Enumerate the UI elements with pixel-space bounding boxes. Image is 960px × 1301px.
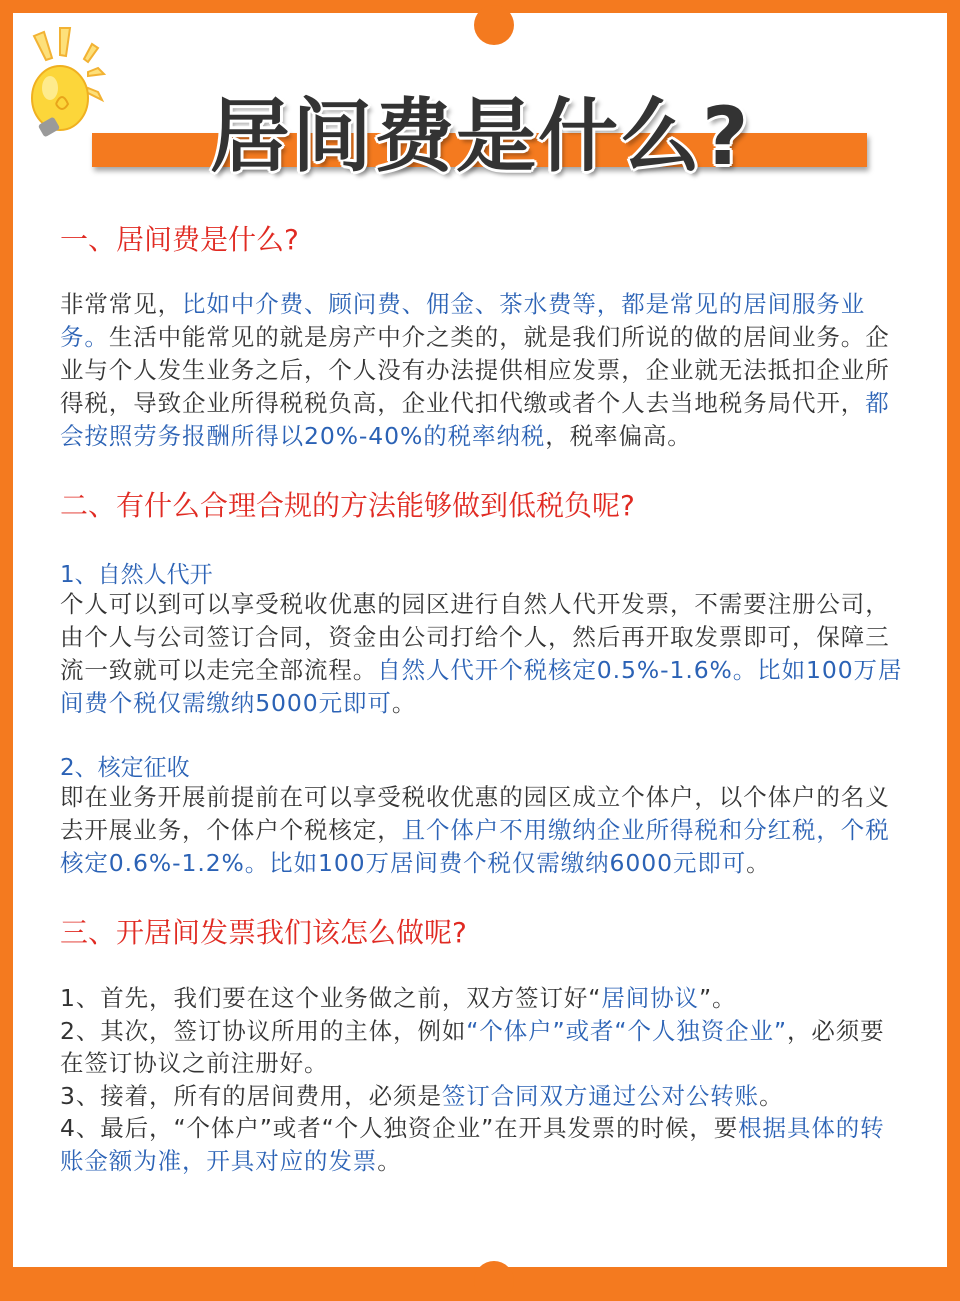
step-item-3 bbox=[60, 1080, 905, 1113]
highlighted-text: 签订合同双方通过公对公转账 bbox=[441, 1081, 760, 1110]
section-1-paragraph bbox=[60, 288, 905, 453]
steps-list bbox=[60, 982, 905, 1177]
body-text: 非常常见， bbox=[60, 290, 182, 318]
method-2-paragraph bbox=[60, 781, 905, 880]
highlighted-text: 根据具体的转账金额为准，开具对应的发票 bbox=[60, 1114, 885, 1175]
body-text: 。 bbox=[377, 1146, 402, 1175]
method-1-paragraph bbox=[60, 588, 905, 720]
highlighted-text: 居间协议 bbox=[601, 984, 699, 1012]
method-2-subheading: 2、核定征收 bbox=[60, 755, 190, 781]
highlighted-text: 比如中介费、顾问费、佣金、茶水费等，都是常见的居间服务业务。 bbox=[60, 290, 866, 351]
section-1-heading: 一、居间费是什么? bbox=[60, 223, 299, 256]
body-text: 。 bbox=[746, 849, 771, 877]
step-item-2 bbox=[60, 1015, 905, 1080]
section-2-heading: 二、有什么合理合规的方法能够做到低税负呢? bbox=[60, 489, 635, 522]
body-text: ”。 bbox=[698, 984, 737, 1012]
body-text: 即在业务开展前提前在可以享受税收优惠的园区成立个体户，以个体户的名义去开展业务，个体户个税核定， bbox=[60, 783, 890, 844]
body-text: 4、最后，“个体户”或者“个人独资企业”在开具发票的时候，要 bbox=[60, 1114, 739, 1142]
highlighted-text: 自然人代开个税核定0.5%-1.6%。比如100万居间费个税仅需缴纳5000元即可 bbox=[60, 656, 903, 717]
method-1-subheading: 1、自然人代开 bbox=[60, 562, 213, 588]
section-3-heading: 三、开居间发票我们该怎么做呢? bbox=[60, 916, 467, 949]
body-text: 生活中能常见的就是房产中介之类的，就是我们所说的做的居间业务。企业与个人发生业务之后，个人没有办法提供相应发票，企业就无法抵扣企业所得税，导致企业所得税税负高，企业代扣代缴或者个人去当地税务局代开， bbox=[60, 323, 890, 417]
body-text: 1、首先，我们要在这个业务做之前，双方签订好“ bbox=[60, 984, 602, 1012]
step-item-1 bbox=[60, 982, 905, 1015]
body-text: 。 bbox=[759, 1081, 784, 1110]
body-text: ，必须要在签订协议之前注册好。 bbox=[60, 1016, 885, 1077]
body-text: 个人可以到可以享受税收优惠的园区进行自然人代开发票，不需要注册公司，由个人与公司签订合同，资金由公司打给个人，然后再开取发票即可，保障三流一致就可以走完全部流程。 bbox=[60, 590, 890, 684]
step-item-4 bbox=[60, 1112, 905, 1177]
highlighted-text: 且个体户不用缴纳企业所得税和分红税，个税核定0.6%-1.2%。比如100万居间费个税仅需缴纳6000元即可 bbox=[60, 816, 890, 877]
body-text: ，税率偏高。 bbox=[545, 422, 692, 450]
body-text: 3、接着，所有的居间费用，必须是 bbox=[60, 1081, 442, 1110]
frame-notch-bottom bbox=[474, 1261, 514, 1301]
body-text: 。 bbox=[391, 689, 417, 717]
highlighted-text: “个体户”或者“个人独资企业” bbox=[466, 1016, 787, 1045]
page-title: 居间费是什么? bbox=[210, 90, 751, 183]
highlighted-text: 都会按照劳务报酬所得以20%-40%的税率纳税 bbox=[60, 389, 890, 450]
body-text: 2、其次，签订协议所用的主体，例如 bbox=[60, 1016, 467, 1045]
lightbulb-icon bbox=[20, 20, 140, 140]
frame-notch-top bbox=[474, 5, 514, 45]
